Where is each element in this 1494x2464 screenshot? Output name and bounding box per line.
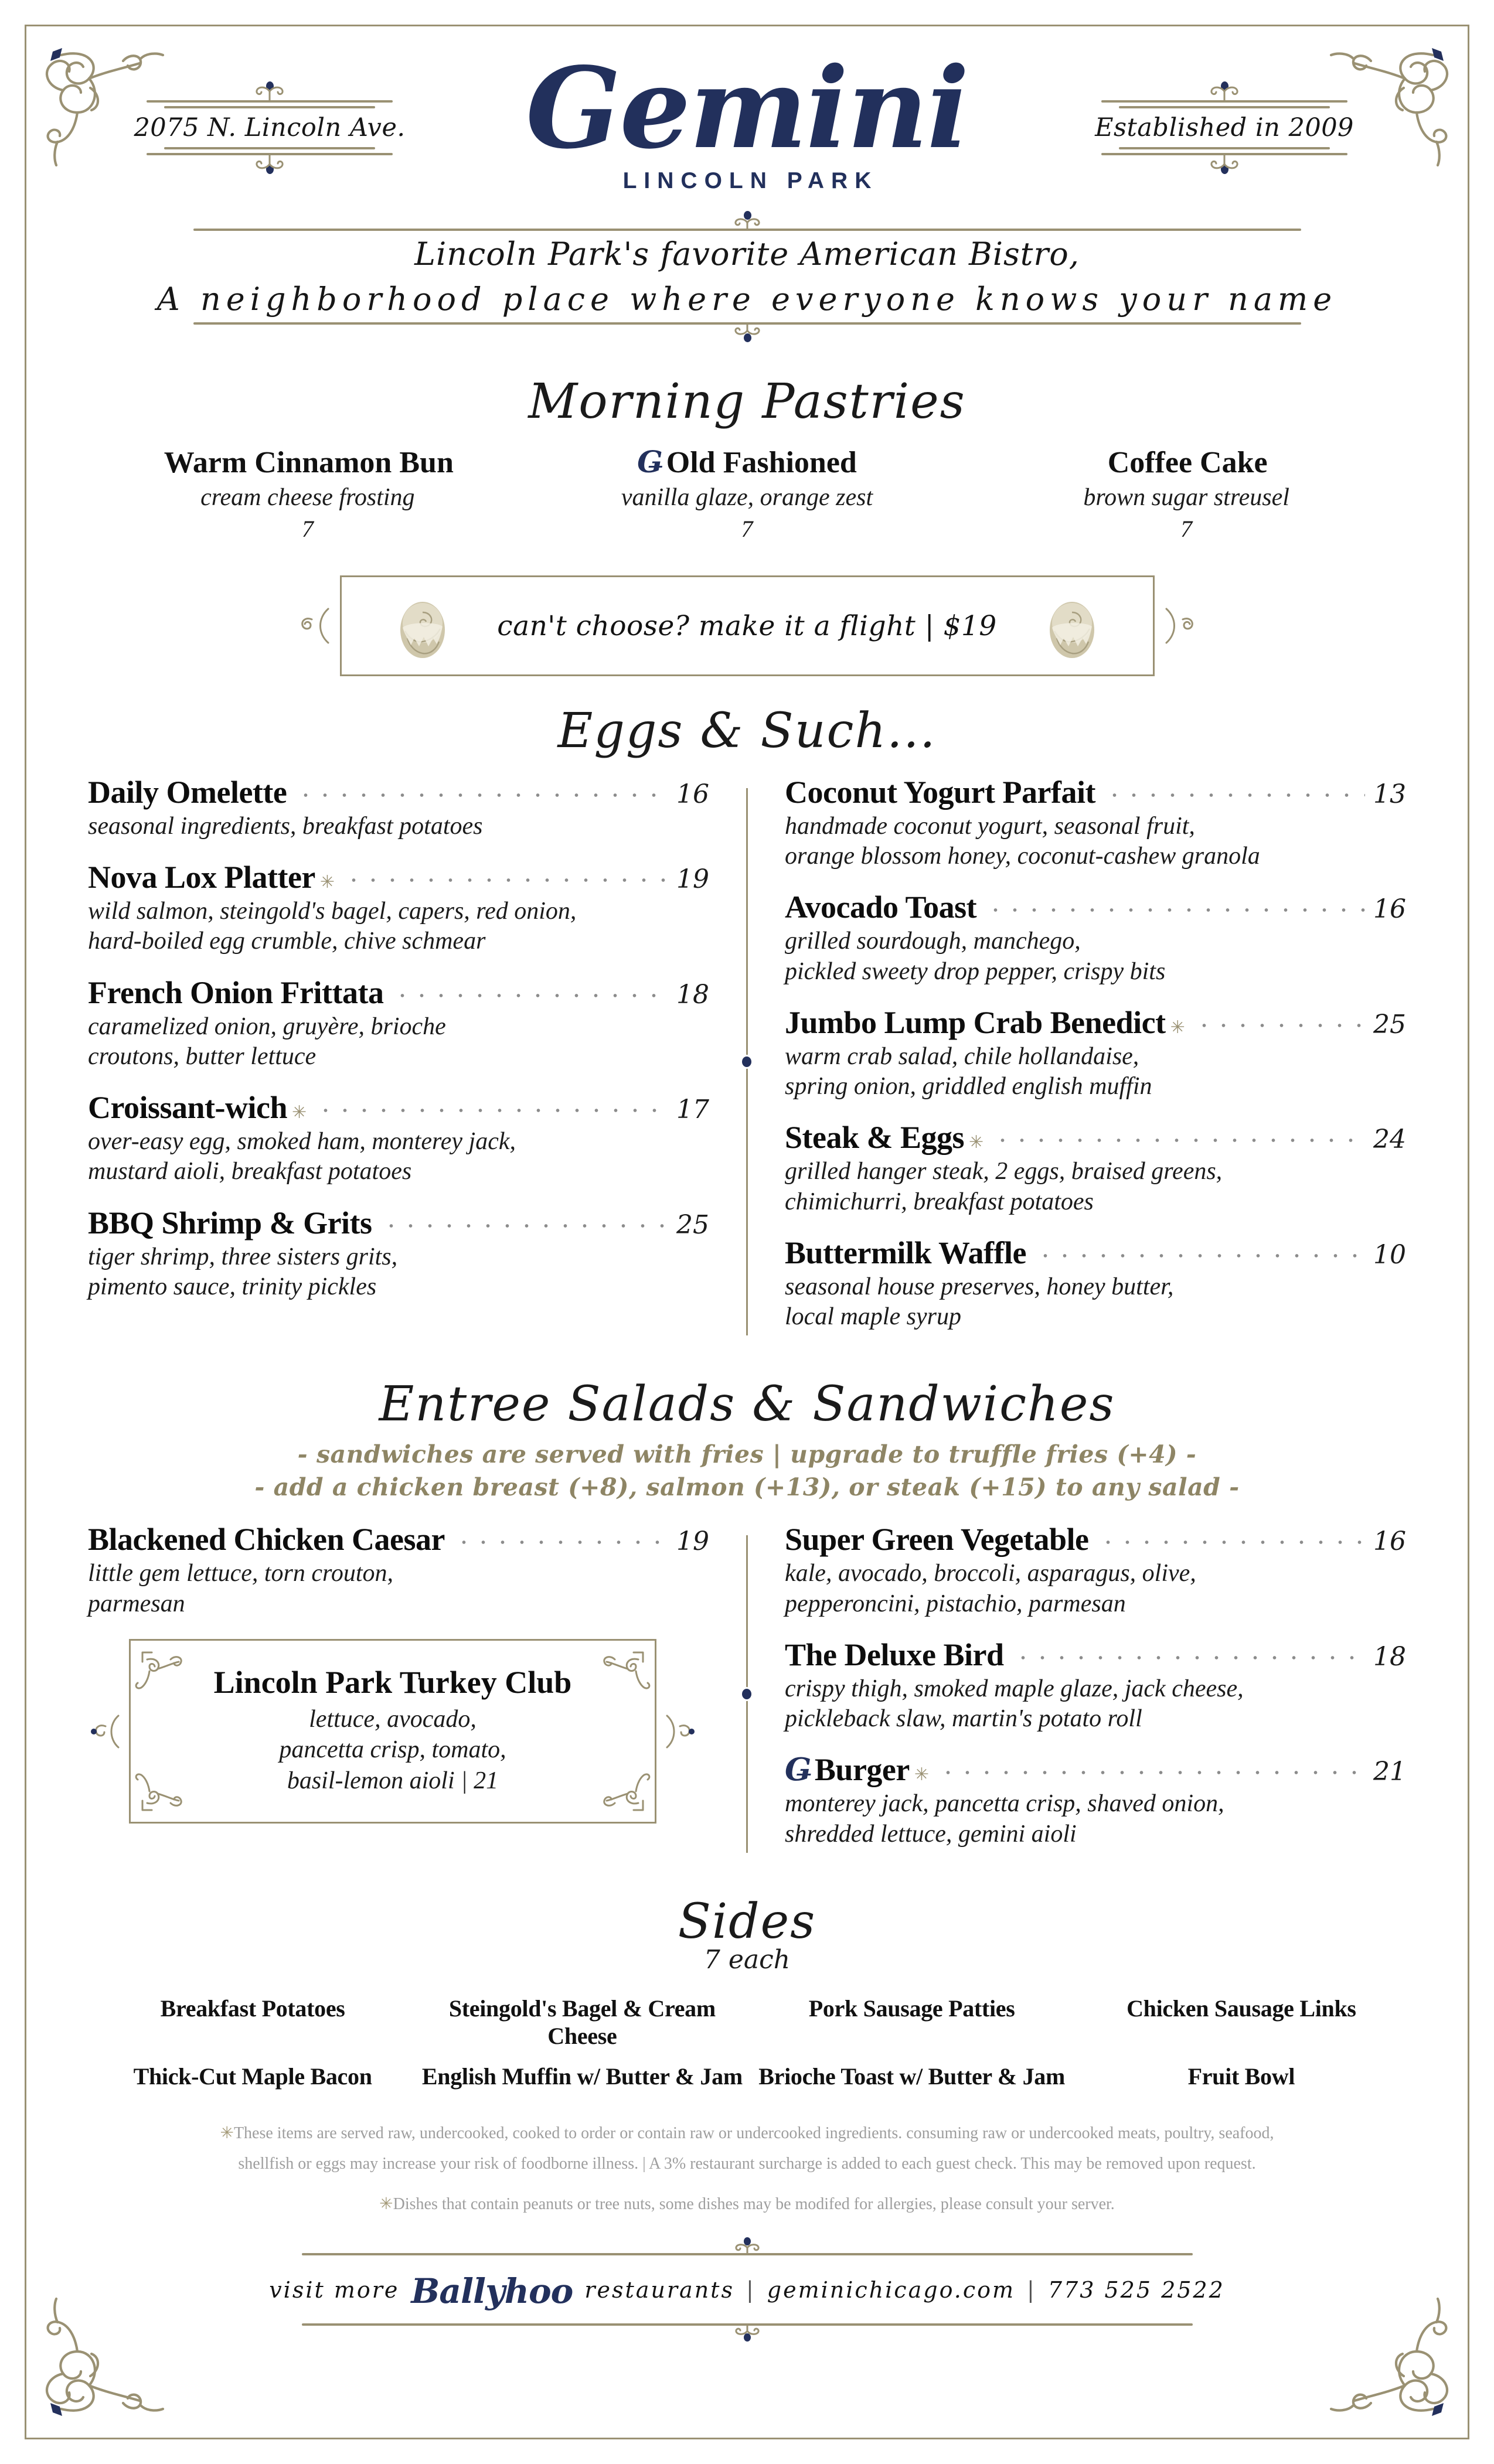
- disclaimer-nuts: [88, 2194, 1406, 2214]
- brand-block: [451, 43, 1043, 197]
- menu-item-desc: kale, avocado, broccoli, asparagus, olive, pepperoncini, pistachio, parmesan: [785, 1560, 1196, 1617]
- menu-item[interactable]: [88, 1089, 709, 1187]
- footer-visit-text: visit more: [269, 2277, 400, 2303]
- dot-leader: [1105, 792, 1365, 798]
- menu-item-desc: seasonal ingredients, breakfast potatoes: [88, 813, 483, 840]
- menu-item-head: [785, 1235, 1406, 1271]
- menu-item[interactable]: [785, 1751, 1406, 1849]
- menu-item-desc: tiger shrimp, three sisters grits, pimento sauce, trinity pickles: [88, 1243, 398, 1300]
- menu-item-name: The Deluxe Bird: [785, 1637, 1004, 1672]
- brand-subtitle: LINCOLN PARK: [622, 168, 879, 193]
- menu-item-name: Super Green Vegetable: [785, 1522, 1089, 1558]
- footer-rule-bottom: [302, 2319, 1193, 2330]
- ballyhoo-logo[interactable]: Ballyhoo: [411, 2271, 573, 2312]
- menu-item-desc: little gem lettuce, torn crouton, parmesan: [88, 1560, 394, 1617]
- pastry-item[interactable]: [542, 445, 952, 543]
- footer-phone[interactable]: 773 525 2522: [1047, 2277, 1225, 2303]
- menu-item-head: [785, 774, 1406, 810]
- side-item[interactable]: Thick-Cut Maple Bacon: [133, 2063, 372, 2090]
- page-footer: [88, 2234, 1406, 2336]
- menu-item-desc: monterey jack, pancetta crisp, shaved onion, shredded lettuce, gemini aioli: [785, 1790, 1224, 1848]
- menu-item-price: 10: [1373, 1239, 1406, 1270]
- menu-item[interactable]: [785, 1004, 1406, 1102]
- g-logo-icon: Ǥ: [785, 1751, 812, 1788]
- dot-leader: [1098, 1539, 1365, 1545]
- dot-leader: [986, 907, 1365, 913]
- menu-item-desc: seasonal house preserves, honey butter, local maple syrup: [785, 1273, 1174, 1331]
- feature-item-wrap: [88, 1639, 709, 1824]
- feature-item-box[interactable]: [129, 1639, 656, 1824]
- dot-leader: [393, 993, 668, 998]
- menu-item-head: [88, 1089, 709, 1126]
- menu-item-price: 25: [676, 1209, 709, 1240]
- pastry-price: 7: [1180, 516, 1193, 542]
- section-title-pastries: Morning Pastries: [528, 374, 966, 430]
- menu-item-head: [88, 974, 709, 1011]
- menu-item-desc: grilled sourdough, manchego, pickled sweety drop pepper, crispy bits: [785, 928, 1166, 985]
- menu-item-price: 24: [1373, 1124, 1406, 1155]
- section-title-salads: Entree Salads & Sandwiches: [379, 1376, 1115, 1433]
- menu-item-name: ǤBurger: [785, 1751, 910, 1788]
- dot-leader: [382, 1223, 668, 1229]
- pastry-name: Warm Cinnamon Bun: [164, 446, 454, 479]
- menu-header: [88, 0, 1406, 193]
- flourish-right-icon: [1155, 603, 1200, 649]
- menu-item-head: [785, 889, 1406, 925]
- pastry-name: ǤOld Fashioned: [637, 445, 857, 480]
- menu-item-name: French Onion Frittata: [88, 974, 384, 1010]
- dot-leader: [1036, 1253, 1365, 1259]
- side-item[interactable]: Fruit Bowl: [1187, 2063, 1295, 2090]
- menu-item-name: Croissant-wich: [88, 1090, 288, 1126]
- tagline-rule-top: [193, 224, 1301, 236]
- brand-name: Gemini: [526, 43, 968, 174]
- asterisk-icon: ✳: [292, 1103, 307, 1123]
- menu-item-name: Coconut Yogurt Parfait: [785, 775, 1095, 810]
- menu-item-price: 19: [676, 864, 709, 895]
- address-rule-top: [129, 93, 410, 113]
- asterisk-icon: ✳: [969, 1133, 984, 1153]
- box-corner-ornament: [134, 1764, 188, 1818]
- salads-note-1: - sandwiches are served with fries | upgrade to truffle fries (+4) -: [297, 1440, 1197, 1469]
- footer-rule-top: [302, 2249, 1193, 2259]
- sides-subtitle: 7 each: [703, 1944, 791, 1975]
- menu-item-price: 16: [1373, 894, 1406, 925]
- pastry-item[interactable]: [103, 445, 513, 543]
- menu-item-price: 16: [676, 779, 709, 809]
- salads-column-right: [785, 1521, 1406, 1866]
- menu-item-desc: wild salmon, steingold's bagel, capers, red onion, hard-boiled egg crumble, chive schmear: [88, 898, 577, 955]
- menu-item[interactable]: [88, 774, 709, 841]
- salads-note-2: - add a chicken breast (+8), salmon (+13), or steak (+15) to any salad -: [254, 1473, 1240, 1502]
- pastry-desc: vanilla glaze, orange zest: [621, 484, 873, 511]
- asterisk-icon: ✳: [319, 873, 335, 892]
- dot-leader: [993, 1137, 1365, 1143]
- dot-leader: [1194, 1023, 1365, 1028]
- menu-item[interactable]: [785, 1521, 1406, 1618]
- menu-item-desc: over-easy egg, smoked ham, monterey jack, mustard aioli, breakfast potatoes: [88, 1128, 516, 1185]
- pastry-item[interactable]: [981, 445, 1391, 543]
- menu-item-name: Blackened Chicken Caesar: [88, 1522, 445, 1558]
- dot-leader: [1013, 1655, 1365, 1661]
- established-rule-bottom: [1084, 142, 1365, 162]
- menu-item-name: BBQ Shrimp & Grits: [88, 1205, 372, 1240]
- menu-item-price: 13: [1373, 779, 1406, 809]
- side-item[interactable]: Pork Sausage Patties: [808, 1995, 1015, 2022]
- asterisk-icon: ✳: [914, 1765, 929, 1785]
- asterisk-icon: ✳: [220, 2124, 234, 2142]
- menu-item-name: Daily Omelette: [88, 775, 287, 810]
- feature-item-desc: lettuce, avocado, pancetta crisp, tomato, basil-lemon aioli | 21: [279, 1705, 506, 1794]
- menu-item-name: Avocado Toast: [785, 890, 977, 925]
- menu-item[interactable]: [785, 1235, 1406, 1332]
- menu-item-desc: grilled hanger steak, 2 eggs, braised greens, chimichurri, breakfast potatoes: [785, 1158, 1223, 1215]
- footer-line: [88, 2259, 1406, 2319]
- column-divider: [746, 1535, 748, 1852]
- footer-website[interactable]: geminichicago.com: [767, 2277, 1016, 2303]
- menu-item[interactable]: [88, 859, 709, 956]
- menu-item-head: [88, 774, 709, 810]
- menu-item-desc: crispy thigh, smoked maple glaze, jack cheese, pickleback slaw, martin's potato roll: [785, 1675, 1244, 1733]
- section-title-sides: Sides: [678, 1893, 816, 1950]
- pastry-price: 7: [741, 516, 753, 542]
- menu-item-desc: warm crab salad, chile hollandaise, spring onion, griddled english muffin: [785, 1042, 1152, 1100]
- disclaimer-line-2: shellfish or eggs may increase your risk of foodborne illness. | A 3% restaurant surcharge is added to each guest check. This may be removed upon request.: [238, 2154, 1256, 2173]
- menu-item-name: Buttermilk Waffle: [785, 1235, 1026, 1270]
- address-rule-bottom: [129, 142, 410, 162]
- flight-banner[interactable]: [88, 575, 1406, 676]
- asterisk-icon: ✳: [1170, 1017, 1185, 1037]
- menu-item-price: 18: [676, 979, 709, 1010]
- section-title-eggs: Eggs & Such...: [557, 703, 937, 759]
- disclaimer-nuts-text: Dishes that contain peanuts or tree nuts, some dishes may be modifed for allergies, please consult your server.: [393, 2195, 1115, 2214]
- menu-item[interactable]: [785, 889, 1406, 986]
- side-item[interactable]: Chicken Sausage Links: [1127, 1995, 1356, 2022]
- dot-leader: [344, 877, 668, 883]
- g-logo-icon: Ǥ: [637, 445, 664, 480]
- flourish-right-icon: [656, 1711, 697, 1752]
- flight-box[interactable]: [340, 575, 1155, 676]
- menu-item[interactable]: [785, 1637, 1406, 1734]
- flourish-left-icon: [88, 1711, 129, 1752]
- disclaimer-raw-foods: [88, 2118, 1406, 2179]
- menu-item-head: [88, 1205, 709, 1241]
- cinnamon-bun-icon: [1045, 595, 1099, 660]
- established-rule-top: [1084, 93, 1365, 113]
- menu-item[interactable]: [88, 1205, 709, 1302]
- established-text: Established in 2009: [1095, 113, 1354, 142]
- pastries-row: [88, 445, 1406, 543]
- feature-item-name: Lincoln Park Turkey Club: [213, 1664, 572, 1700]
- salads-column-left: [88, 1521, 709, 1866]
- menu-item-price: 16: [1373, 1526, 1406, 1557]
- menu-item[interactable]: [88, 974, 709, 1072]
- menu-item-name: Steak & Eggs: [785, 1120, 965, 1156]
- menu-item[interactable]: [785, 774, 1406, 871]
- menu-item-name: Nova Lox Platter: [88, 860, 315, 895]
- menu-item-head: [785, 1751, 1406, 1788]
- flight-text: can't choose? make it a flight | $19: [497, 609, 997, 642]
- box-corner-ornament: [134, 1644, 188, 1698]
- tagline-text: [88, 236, 1406, 318]
- column-divider: [746, 788, 748, 1335]
- box-corner-ornament: [597, 1644, 651, 1698]
- tagline-block: [88, 204, 1406, 347]
- address-text: 2075 N. Lincoln Ave.: [134, 113, 406, 142]
- dot-leader: [454, 1539, 668, 1545]
- footer-separator: |: [746, 2277, 755, 2303]
- menu-item[interactable]: [88, 1521, 709, 1618]
- side-item[interactable]: Steingold's Bagel & Cream Cheese: [448, 1995, 716, 2049]
- eggs-column-left: [88, 774, 709, 1349]
- menu-item-price: 19: [676, 1526, 709, 1557]
- dot-leader: [316, 1107, 668, 1113]
- salads-columns: [88, 1521, 1406, 1866]
- menu-item-desc: handmade coconut yogurt, seasonal fruit, orange blossom honey, coconut-cashew granola: [785, 813, 1260, 870]
- menu-item-name: Jumbo Lump Crab Benedict: [785, 1004, 1166, 1040]
- eggs-columns: [88, 774, 1406, 1349]
- menu-item-head: [88, 859, 709, 895]
- established-block: [1043, 93, 1406, 162]
- pastry-desc: cream cheese frosting: [200, 484, 415, 511]
- flourish-left-icon: [294, 603, 340, 649]
- eggs-column-right: [785, 774, 1406, 1349]
- menu-item-price: 25: [1373, 1009, 1406, 1040]
- pastry-desc: brown sugar streusel: [1083, 484, 1289, 511]
- tagline-rule-bottom: [193, 318, 1301, 329]
- pastry-price: 7: [301, 516, 314, 542]
- pastry-name: Coffee Cake: [1107, 446, 1268, 479]
- side-item[interactable]: Breakfast Potatoes: [160, 1995, 345, 2022]
- side-item[interactable]: Brioche Toast w/ Butter & Jam: [758, 2063, 1065, 2090]
- address-block: [88, 93, 451, 162]
- cinnamon-bun-icon: [396, 595, 450, 660]
- dot-leader: [938, 1770, 1365, 1775]
- tagline-line-2: A neighborhood place where everyone knows your name: [156, 281, 1338, 318]
- menu-item-head: [88, 1521, 709, 1558]
- tagline-line-1: Lincoln Park's favorite American Bistro,: [414, 236, 1080, 272]
- menu-item-desc: caramelized onion, gruyère, brioche croutons, butter lettuce: [88, 1013, 446, 1070]
- disclaimer-line-1: These items are served raw, undercooked, cooked to order or contain raw or undercooked ingredients. consuming raw or undercooked meats, poultry, seafood,: [233, 2124, 1274, 2142]
- menu-item-head: [785, 1637, 1406, 1673]
- menu-item-head: [785, 1004, 1406, 1041]
- side-item[interactable]: English Muffin w/ Butter & Jam: [421, 2063, 743, 2090]
- menu-item-price: 18: [1373, 1641, 1406, 1672]
- footer-separator: |: [1027, 2277, 1036, 2303]
- menu-item-price: 17: [676, 1095, 709, 1125]
- menu-item-head: [785, 1521, 1406, 1558]
- box-corner-ornament: [597, 1764, 651, 1818]
- sides-grid: [88, 1995, 1406, 2090]
- menu-item-price: 21: [1373, 1757, 1406, 1787]
- menu-item-head: [785, 1119, 1406, 1156]
- menu-item[interactable]: [785, 1119, 1406, 1216]
- footer-restaurants-text: restaurants: [584, 2277, 734, 2303]
- dot-leader: [296, 792, 668, 798]
- asterisk-icon: ✳: [379, 2195, 393, 2214]
